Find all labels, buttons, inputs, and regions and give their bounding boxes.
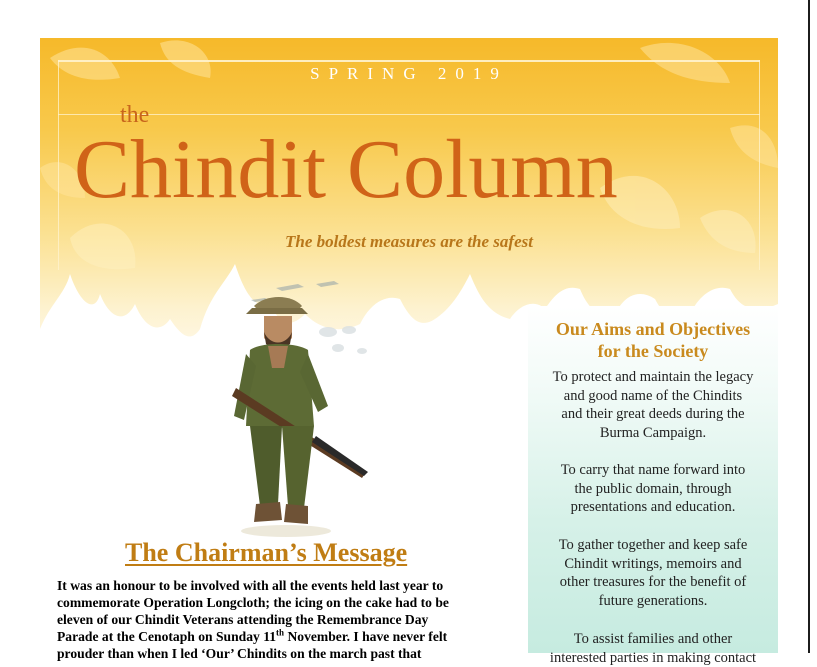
aim-line: To carry that name forward into [538, 461, 768, 480]
article-line: prouder than when I led ‘Our’ Chindits on the march past that [57, 645, 509, 662]
aim-line: and their great deeds during the [538, 405, 768, 424]
article-body [57, 577, 509, 662]
soldier-illustration [216, 276, 376, 538]
aim-line: presentations and education. [538, 498, 768, 517]
article-line: eleven of our Chindit Veterans attending the Remembrance Day [57, 611, 509, 628]
aims-title [528, 318, 778, 362]
aim-line: interested parties in making contact [538, 649, 768, 667]
aims-title-line-1: Our Aims and Objectives [528, 318, 778, 340]
page-edge-rule [808, 0, 810, 653]
aim-line: the public domain, through [538, 480, 768, 499]
aim-item [538, 461, 768, 517]
aim-line: Burma Campaign. [538, 424, 768, 443]
aim-line: To gather together and keep safe [538, 536, 768, 555]
aim-item [538, 368, 768, 442]
article-line: It was an honour to be involved with all the events held last year to [57, 577, 509, 594]
aim-line: other treasures for the benefit of [538, 573, 768, 592]
ordinal-suffix: th [276, 627, 284, 637]
article-line: commemorate Operation Longcloth; the icing on the cake had to be [57, 594, 509, 611]
aim-item [538, 630, 768, 667]
aim-item [538, 536, 768, 610]
aim-line: future generations. [538, 592, 768, 611]
aims-title-line-2: for the Society [528, 340, 778, 362]
article-line-part: November. I have never felt [287, 629, 447, 644]
issue-label: SPRING 2019 [40, 64, 778, 84]
newsletter-title: Chindit Column [74, 120, 618, 220]
aim-line: To assist families and other [538, 630, 768, 649]
motto: The boldest measures are the safest [40, 232, 778, 252]
aim-line: Chindit writings, memoirs and [538, 555, 768, 574]
frame-top-line [58, 60, 760, 62]
aim-line: and good name of the Chindits [538, 387, 768, 406]
aim-line: To protect and maintain the legacy [538, 368, 768, 387]
title-prefix: the [120, 102, 149, 129]
frame-mid-line [58, 114, 760, 115]
aims-sidebar [528, 306, 778, 653]
newsletter-page [40, 38, 778, 653]
article-line [57, 628, 509, 645]
article-line-part: Parade at the Cenotaph on Sunday 11 [57, 629, 276, 644]
article-heading: The Chairman’s Message [125, 538, 407, 568]
